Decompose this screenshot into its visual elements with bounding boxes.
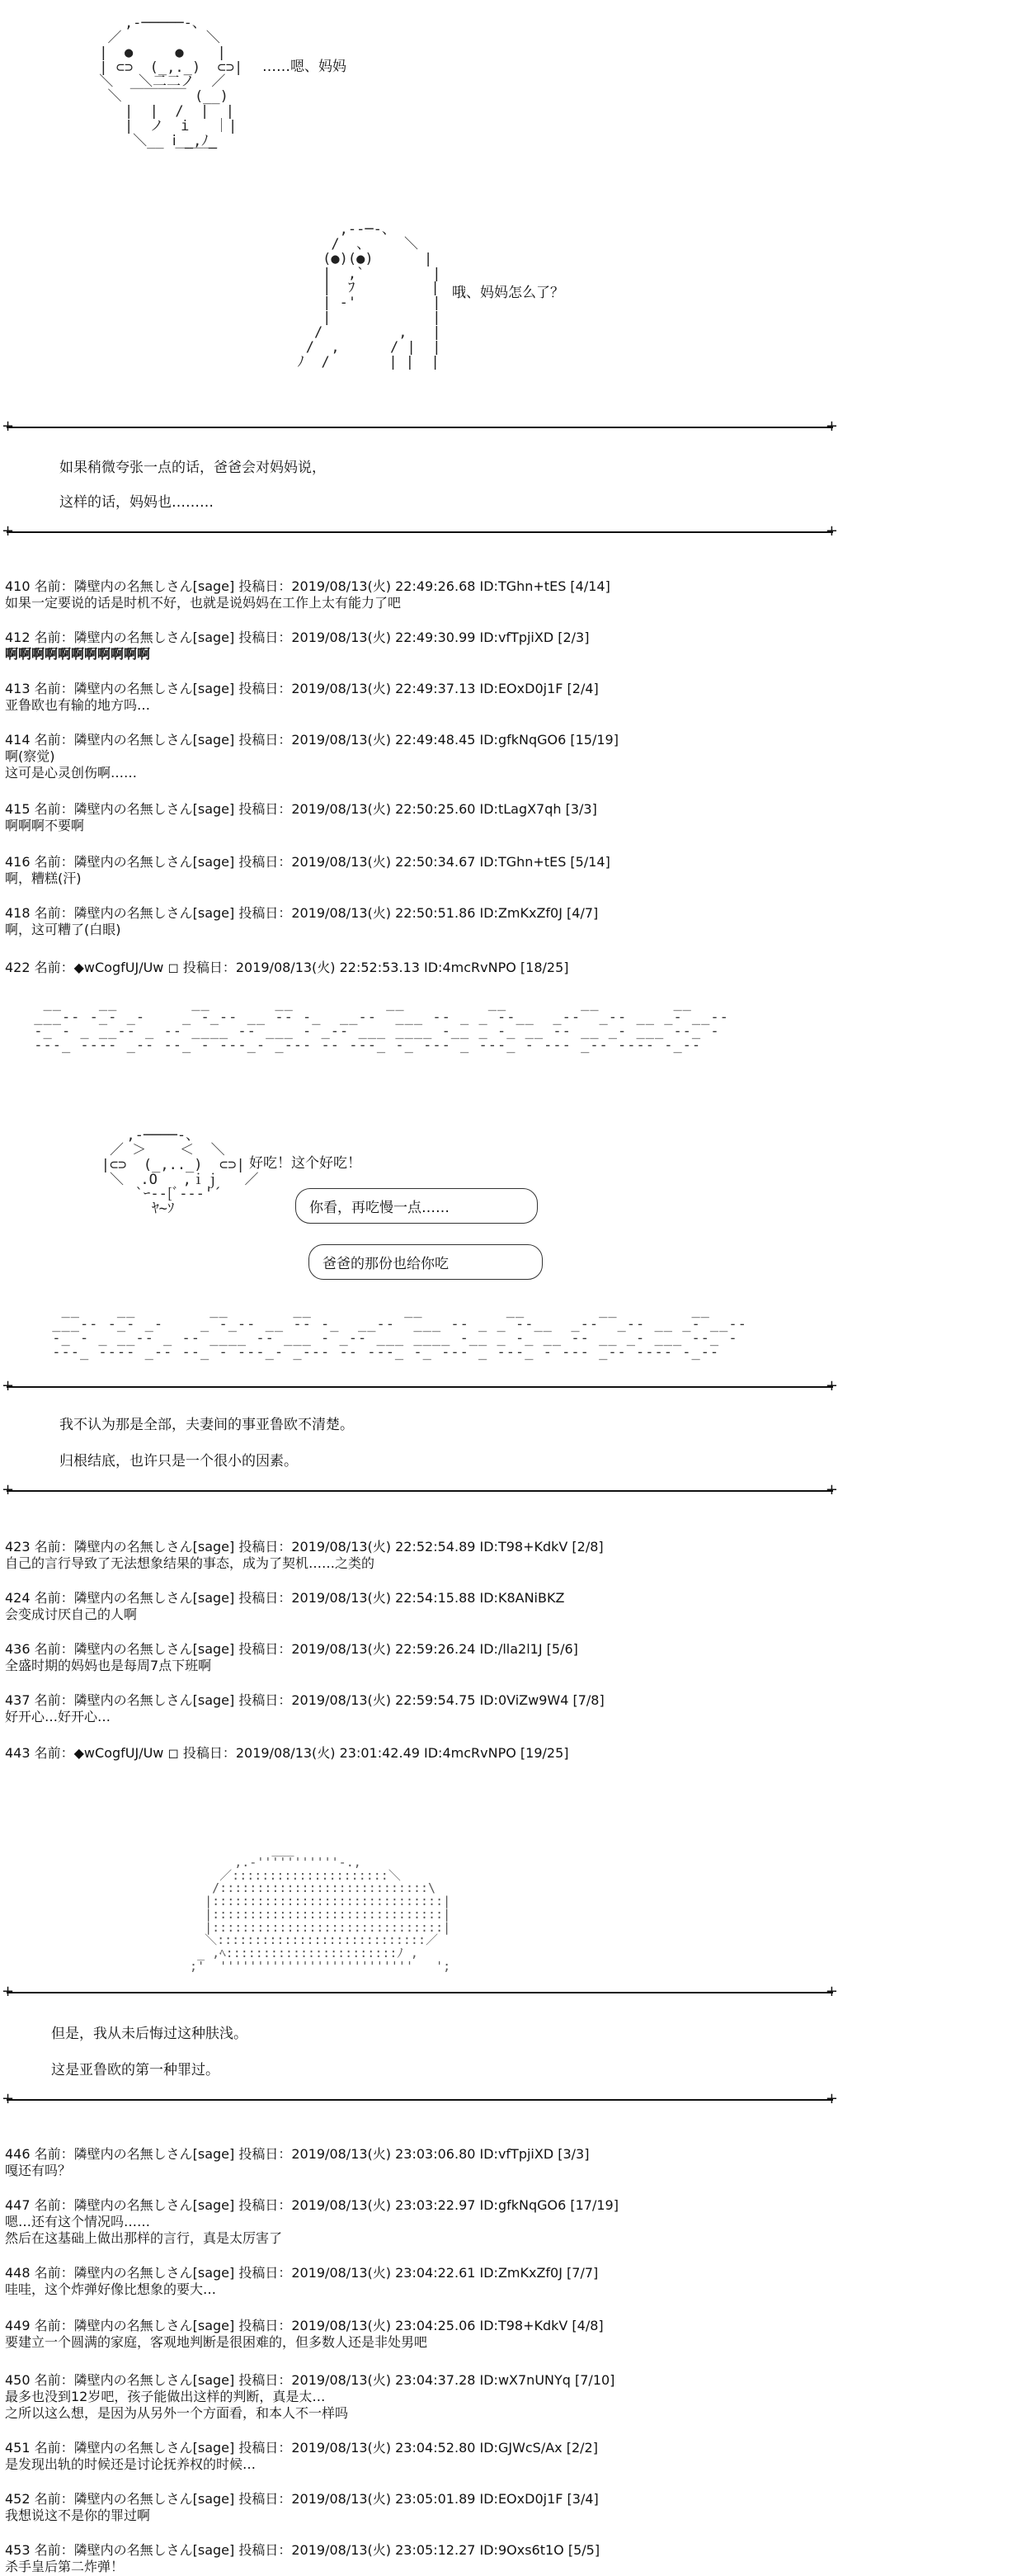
post xyxy=(5,729,619,781)
post xyxy=(5,2195,619,2247)
post-header: 416 名前：隣壁内の名無しさん[sage] 投稿日：2019/08/13(火) 22:50:34.67 ID:TGhn+tES [5/14] xyxy=(5,854,610,870)
post-body-line: 啊，糟糕(汗) xyxy=(5,870,82,886)
post-header: 448 名前：隣壁内の名無しさん[sage] 投稿日：2019/08/13(火) 23:04:22.61 ID:ZmKxZf0J [7/7] xyxy=(5,2265,599,2281)
post-body-line: 亚鲁欧也有输的地方吗… xyxy=(5,697,151,713)
narration-line: 这是亚鲁欧的第一种罪过。 xyxy=(51,2062,219,2078)
post-header: 414 名前：隣壁内の名無しさん[sage] 投稿日：2019/08/13(火) 22:49:48.45 ID:gfkNqGO6 [15/19] xyxy=(5,732,619,748)
post-header: 410 名前：隣壁内の名無しさん[sage] 投稿日：2019/08/13(火) 22:49:26.68 ID:TGhn+tES [4/14] xyxy=(5,578,610,594)
post-header: 451 名前：隣壁内の名無しさん[sage] 投稿日：2019/08/13(火) 23:04:52.80 ID:GJWcS/Ax [2/2] xyxy=(5,2440,598,2456)
narration-line: 归根结底，也许只是一个很小的因素。 xyxy=(59,1453,298,1470)
speech-bubble xyxy=(295,1188,538,1224)
post-body-line: 会变成讨厌自己的人啊 xyxy=(5,1606,138,1622)
post-header: 415 名前：隣壁内の名無しさん[sage] 投稿日：2019/08/13(火) 22:50:25.60 ID:tLagX7qh [3/3] xyxy=(5,801,597,817)
post xyxy=(5,576,610,611)
post xyxy=(5,1588,564,1623)
post xyxy=(5,1743,569,1762)
post-body-line: 啊，这可糟了(白眼) xyxy=(5,922,121,937)
boy-line: 哦、妈妈怎么了？ xyxy=(452,285,564,301)
narration-line: 这样的话，妈妈也……… xyxy=(59,494,214,511)
narration-line: 我不认为那是全部，夫妻间的事亚鲁欧不清楚。 xyxy=(59,1417,354,1433)
post-header: 423 名前：隣壁内の名無しさん[sage] 投稿日：2019/08/13(火) 22:52:54.89 ID:T98+KdkV [2/8] xyxy=(5,1539,604,1555)
ascii-art-mother: ,-─────-、 ／ ＼ | ● ● | | ⊂⊃ (_,._) ⊂⊃| ＼ ＼二二ノ ／ ＼ ￣￣￣￣ (__) | | / | | | ノ i ｜| ＼__ ⅰ _,ﾉ_ ￣￣￣ xyxy=(99,15,243,164)
post-header: 437 名前：隣壁内の名無しさん[sage] 投稿日：2019/08/13(火) 22:59:54.75 ID:0ViZw9W4 [7/8] xyxy=(5,1692,605,1708)
post-body-line: 然后在这基础上做出那样的言行，真是太厉害了 xyxy=(5,2230,283,2246)
mother-line: ……嗯、妈妈 xyxy=(262,59,346,75)
separator xyxy=(7,427,833,428)
narration-line: 如果稍微夸张一点的话，爸爸会对妈妈说， xyxy=(59,460,326,476)
post-header: 424 名前：隣壁内の名無しさん[sage] 投稿日：2019/08/13(火) 22:54:15.88 ID:K8ANiBKZ xyxy=(5,1590,565,1606)
post xyxy=(5,1536,604,1572)
post xyxy=(5,957,569,976)
post-body-line: 嘎还有吗？ xyxy=(5,2163,72,2178)
separator xyxy=(7,2099,833,2101)
ascii-art-silhouette: ___ ,.-'''''''''''-., ／:::::::::::::::::::::＼ /::::::::::::::::::::::::::::\ |:::::::::::::::::::::::::::::::| |:::::::::::::::::::::::::::::::| |:::::::::::::::::::::::::::::::| ＼::::::::::::::::::::::::::::／ _ ,ﾍ:::::::::::::::::::::::ﾉ , ;' '''''''''''''''''''''''''' '; xyxy=(190,1842,451,1974)
ascii-art-child-eating: ,-────-、 ／ ＞ ＜ ＼ |⊂⊃ (_,.._) ⊂⊃| ＼ .O ,ｉｊ ／ `ｰ--[ﾞ--‐'´ ﾔ~ｿ xyxy=(101,1127,259,1218)
post xyxy=(5,2540,600,2575)
separator xyxy=(7,1386,833,1388)
post xyxy=(5,2437,598,2473)
post-header: 449 名前：隣壁内の名無しさん[sage] 投稿日：2019/08/13(火) 23:04:25.06 ID:T98+KdkV [4/8] xyxy=(5,2318,604,2333)
post-body-line: 啊啊啊啊啊啊啊啊啊啊啊 xyxy=(5,646,151,662)
post-header: 418 名前：隣壁内の名無しさん[sage] 投稿日：2019/08/13(火) 22:50:51.86 ID:ZmKxZf0J [4/7] xyxy=(5,905,599,921)
post xyxy=(5,2144,589,2179)
post-header: 447 名前：隣壁内の名無しさん[sage] 投稿日：2019/08/13(火) 23:03:22.97 ID:gfkNqGO6 [17/19] xyxy=(5,2197,619,2213)
narration-line: 但是，我从未后悔过这种肤浅。 xyxy=(51,2026,247,2042)
post-body-line: 最多也没到12岁吧，孩子能做出这样的判断，真是太… xyxy=(5,2389,326,2404)
post-body-line: 是发现出轨的时候还是讨论抚养权的时候… xyxy=(5,2456,257,2472)
post xyxy=(5,2262,598,2298)
separator xyxy=(7,531,833,533)
post xyxy=(5,1639,578,1674)
post xyxy=(5,2489,599,2524)
post xyxy=(5,1690,605,1725)
post xyxy=(5,627,589,663)
post xyxy=(5,852,610,887)
post-header: 450 名前：隣壁内の名無しさん[sage] 投稿日：2019/08/13(火) 23:04:37.28 ID:wX7nUNYq [7/10] xyxy=(5,2372,615,2388)
post-body-line: 嗯…还有这个情况吗…… xyxy=(5,2214,151,2229)
post-header: 422 名前：◆wCogfUJ/Uw ◻ 投稿日：2019/08/13(火) 22:52:53.13 ID:4mcRvNPO [18/25] xyxy=(5,960,569,975)
post-header: 452 名前：隣壁内の名無しさん[sage] 投稿日：2019/08/13(火) 23:05:01.89 ID:EOxD0j1F [3/4] xyxy=(5,2491,599,2507)
post-body-line: 全盛时期的妈妈也是每周7点下班啊 xyxy=(5,1658,212,1673)
speech-bubble xyxy=(308,1244,543,1280)
post-body-line: 啊啊啊不要啊 xyxy=(5,818,85,833)
post-header: 413 名前：隣壁内の名無しさん[sage] 投稿日：2019/08/13(火) 22:49:37.13 ID:EOxD0j1F [2/4] xyxy=(5,681,599,696)
bubble-text: 爸爸的那份也给你吃 xyxy=(322,1256,449,1272)
post xyxy=(5,2315,604,2351)
separator xyxy=(7,1490,833,1492)
ascii-art-boy: ,--─-、 / 、 ＼ (●)(●) | | ,` | | ﾌ | | ‐' | | | / , | / , / | | ﾉ / | | | xyxy=(297,221,441,370)
post-body-line: 杀手皇后第二炸弹！ xyxy=(5,2559,125,2574)
child-line: 好吃！这个好吃！ xyxy=(249,1155,361,1172)
post xyxy=(5,678,599,714)
post-body-line: 好开心…好开心… xyxy=(5,1709,111,1724)
post-body-line: 要建立一个圆满的家庭，客观地判断是很困难的，但多数人还是非处男吧 xyxy=(5,2334,428,2350)
post xyxy=(5,2370,614,2422)
post-header: 446 名前：隣壁内の名無しさん[sage] 投稿日：2019/08/13(火) 23:03:06.80 ID:vfTpjiXD [3/3] xyxy=(5,2146,590,2162)
post xyxy=(5,799,597,834)
post-body-line: 我想说这不是你的罪过啊 xyxy=(5,2508,151,2523)
post xyxy=(5,903,598,938)
ascii-art-ground: __ __ __ __ __ __ __ __ ___-- -_- _- _ -_-- __ -- -_ __-- ___ -- _ _ --__ _-- _-- __ _- __-- -_ - _ __-- _ -- ____ -- ___ - _-- ___ ____ -__ _ -_ __ -- __ _- ___ --_ - ---_ ---- _-- --_ - ---_- _--- -- ---_ -_ --- _ ---_ - --- _-- ---- -_-- xyxy=(52,1302,747,1361)
post-body-line: 自己的言行导致了无法想象结果的事态，成为了契机……之类的 xyxy=(5,1555,375,1571)
post-body-line: 这可是心灵创伤啊…… xyxy=(5,765,138,781)
post-body-line: 哇哇，这个炸弹好像比想象的要大… xyxy=(5,2281,217,2297)
post-header: 412 名前：隣壁内の名無しさん[sage] 投稿日：2019/08/13(火) 22:49:30.99 ID:vfTpjiXD [2/3] xyxy=(5,630,590,645)
separator xyxy=(7,1992,833,1993)
post-header: 443 名前：◆wCogfUJ/Uw ◻ 投稿日：2019/08/13(火) 23:01:42.49 ID:4mcRvNPO [19/25] xyxy=(5,1745,569,1761)
post-body-line: 之所以这么想，是因为从另外一个方面看，和本人不一样吗 xyxy=(5,2405,349,2421)
post-body-line: 如果一定要说的话是时机不好，也就是说妈妈在工作上太有能力了吧 xyxy=(5,595,402,611)
ascii-art-ground: __ __ __ __ __ __ __ __ ___-- -_- _- _ -_-- __ -- -_ __-- ___ -- _ _ --__ _-- _-- __ _- __-- -_ - _ __-- _ -- ____ -- ___ - _-- ___ ____ -__ _ -_ __ -- __ _- ___ --_ - ---_ ---- _-- --_ - ---_- _--- -- ---_ -_ --- _ ---_ - --- _-- ---- -_-- xyxy=(34,995,729,1054)
bubble-text: 你看，再吃慢一点…… xyxy=(309,1200,450,1216)
post-header: 453 名前：隣壁内の名無しさん[sage] 投稿日：2019/08/13(火) 23:05:12.27 ID:9Oxs6t1O [5/5] xyxy=(5,2542,600,2558)
post-header: 436 名前：隣壁内の名無しさん[sage] 投稿日：2019/08/13(火) 22:59:26.24 ID:/lla2l1J [5/6] xyxy=(5,1641,578,1657)
post-body-line: 啊(察觉) xyxy=(5,748,55,764)
